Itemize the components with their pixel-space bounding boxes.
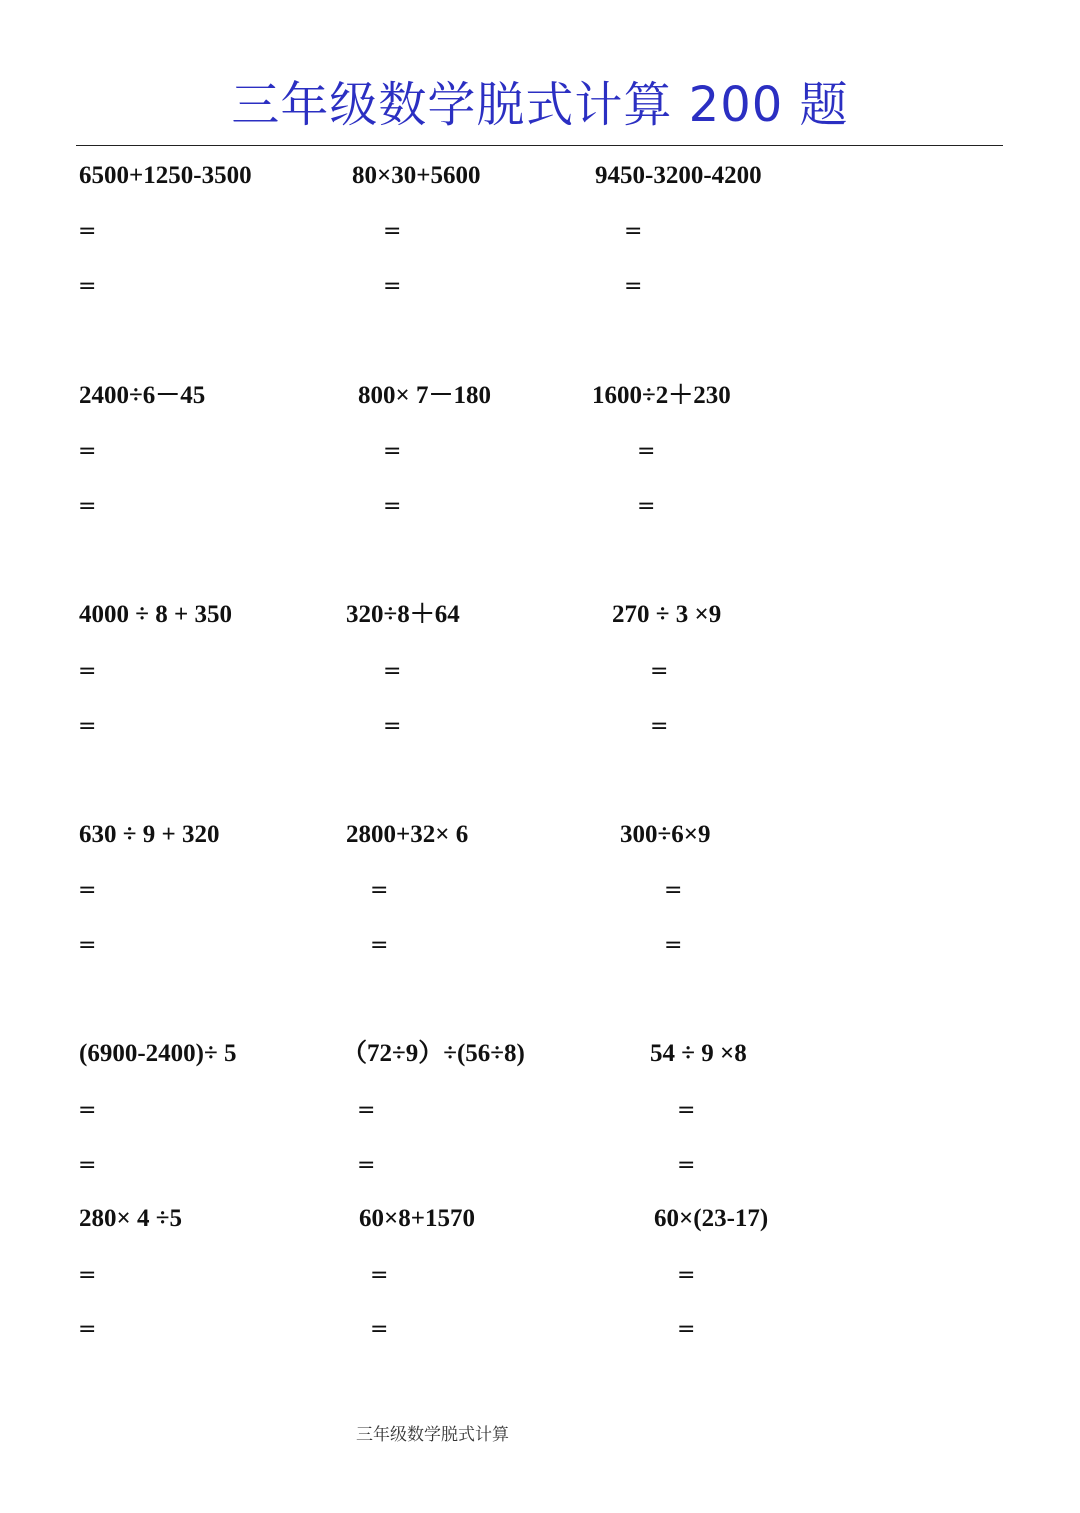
problem-15-equals-1: = — [677, 1098, 696, 1123]
problem-2-expression: 80×30+5600 — [352, 162, 481, 189]
problem-3-expression: 9450-3200-4200 — [595, 162, 762, 189]
problem-9-equals-2: = — [650, 714, 669, 739]
problem-5-expression: 800× 7－180 — [358, 382, 491, 409]
problem-3-equals-1: = — [624, 219, 643, 244]
problem-8-equals-1: = — [383, 659, 402, 684]
problem-10-expression: 630 ÷ 9 + 320 — [79, 821, 220, 848]
problem-16-equals-2: = — [78, 1317, 97, 1342]
problem-18-equals-1: = — [677, 1263, 696, 1288]
problem-10-equals-2: = — [78, 933, 97, 958]
problem-14-equals-1: = — [357, 1098, 376, 1123]
problem-13-equals-1: = — [78, 1098, 97, 1123]
problem-12-expression: 300÷6×9 — [620, 821, 711, 848]
problem-11-expression: 2800+32× 6 — [346, 821, 469, 848]
problem-12-equals-1: = — [664, 878, 683, 903]
problem-8-expression: 320÷8＋64 — [346, 601, 460, 628]
problem-12-equals-2: = — [664, 933, 683, 958]
problem-6-expression: 1600÷2＋230 — [592, 382, 731, 409]
problem-17-equals-2: = — [370, 1317, 389, 1342]
problem-4-equals-1: = — [78, 439, 97, 464]
problem-7-expression: 4000 ÷ 8 + 350 — [79, 601, 232, 628]
title-divider — [76, 145, 1003, 146]
problem-2-equals-2: = — [383, 274, 402, 299]
problem-9-expression: 270 ÷ 3 ×9 — [612, 601, 722, 628]
problem-6-equals-1: = — [637, 439, 656, 464]
problem-1-equals-1: = — [78, 219, 97, 244]
problem-15-expression: 54 ÷ 9 ×8 — [650, 1040, 747, 1067]
problem-5-equals-2: = — [383, 494, 402, 519]
problem-1-expression: 6500+1250-3500 — [79, 162, 252, 189]
problem-6-equals-2: = — [637, 494, 656, 519]
problem-13-expression: (6900-2400)÷ 5 — [79, 1040, 237, 1067]
problem-18-equals-2: = — [677, 1317, 696, 1342]
problem-7-equals-1: = — [78, 659, 97, 684]
problem-9-equals-1: = — [650, 659, 669, 684]
problem-4-expression: 2400÷6－45 — [79, 382, 206, 409]
problem-5-equals-1: = — [383, 439, 402, 464]
problem-16-expression: 280× 4 ÷5 — [79, 1205, 182, 1232]
problem-1-equals-2: = — [78, 274, 97, 299]
problem-7-equals-2: = — [78, 714, 97, 739]
problem-14-expression: （72÷9）÷(56÷8) — [342, 1040, 525, 1067]
problem-2-equals-1: = — [383, 219, 402, 244]
page-footer: 三年级数学脱式计算 — [356, 1425, 509, 1445]
problem-17-expression: 60×8+1570 — [359, 1205, 475, 1232]
problem-17-equals-1: = — [370, 1263, 389, 1288]
problem-4-equals-2: = — [78, 494, 97, 519]
problem-14-equals-2: = — [357, 1153, 376, 1178]
problem-11-equals-2: = — [370, 933, 389, 958]
problem-18-expression: 60×(23-17) — [654, 1205, 769, 1232]
problem-10-equals-1: = — [78, 878, 97, 903]
problem-11-equals-1: = — [370, 878, 389, 903]
problem-13-equals-2: = — [78, 1153, 97, 1178]
problem-8-equals-2: = — [383, 714, 402, 739]
problem-3-equals-2: = — [624, 274, 643, 299]
problem-15-equals-2: = — [677, 1153, 696, 1178]
problem-16-equals-1: = — [78, 1263, 97, 1288]
page-title: 三年级数学脱式计算 200 题 — [231, 77, 849, 133]
